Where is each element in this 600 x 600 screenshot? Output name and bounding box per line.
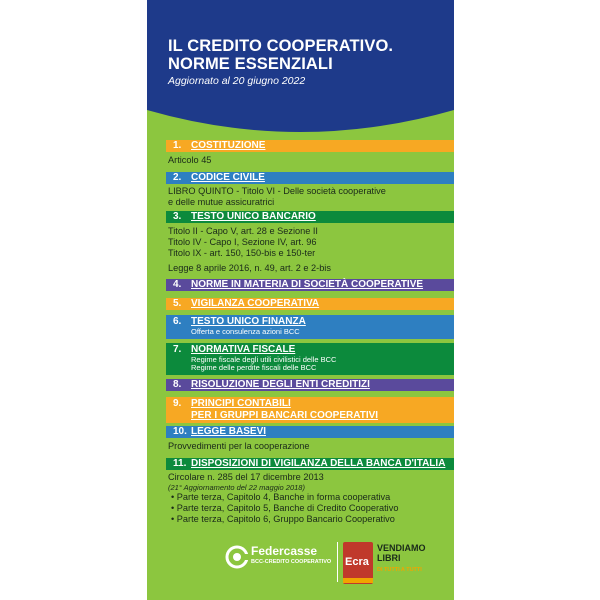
section-subtext: Regime delle perdite fiscali delle BCC [191, 363, 317, 372]
section-subtext: Regime fiscale degli utili civilistici delle BCC [191, 355, 337, 364]
ecra-claim-line-1: VENDIAMO [377, 543, 426, 553]
section-text: LIBRO QUINTO - Titolo VI - Delle società cooperative [168, 186, 386, 196]
section-number: 11. [173, 458, 187, 469]
section-number: 2. [173, 172, 182, 183]
section-number: 7. [173, 344, 182, 355]
section-number: 1. [173, 140, 182, 151]
section-bar-3 [166, 211, 454, 223]
section-text: Provvedimenti per la cooperazione [168, 441, 310, 451]
section-text: Titolo IX - art. 150, 150-bis e 150-ter [168, 248, 316, 258]
section-label: COSTITUZIONE [191, 140, 266, 151]
federcasse-name: Federcasse [251, 544, 318, 558]
section-bar-9 [166, 397, 454, 423]
section-label: TESTO UNICO BANCARIO [191, 211, 316, 222]
section-text: Circolare n. 285 del 17 dicembre 2013 [168, 472, 324, 482]
section-label: RISOLUZIONE DEGLI ENTI CREDITIZI [191, 379, 370, 390]
section-number: 10. [173, 426, 187, 437]
section-text: Legge 8 aprile 2016, n. 49, art. 2 e 2-bis [168, 263, 331, 273]
section-text: Titolo II - Capo V, art. 28 e Sezione II [168, 226, 318, 236]
section-label: PRINCIPI CONTABILI [191, 398, 291, 409]
section-text: Titolo IV - Capo I, Sezione IV, art. 96 [168, 237, 317, 247]
section-bar-5 [166, 298, 454, 310]
section-label: DISPOSIZIONI DI VIGILANZA DELLA BANCA D'ITALIA [191, 458, 446, 469]
ecra-logo [343, 539, 443, 587]
ecra-claim-line-3: DI TUTTI A TUTTI [377, 567, 422, 573]
section-text: e delle mutue assicuratrici [168, 197, 275, 207]
section-label: NORMATIVA FISCALE [191, 344, 296, 355]
bullet-item: • Parte terza, Capitolo 6, Gruppo Bancario Cooperativo [171, 514, 395, 524]
title-line-1: IL CREDITO COOPERATIVO. [168, 37, 394, 55]
section-number: 5. [173, 298, 182, 309]
section-bar-6 [166, 315, 454, 339]
section-label-2: PER I GRUPPI BANCARI COOPERATIVI [191, 410, 379, 421]
logo-divider [337, 542, 338, 582]
ecra-claim-line-2: LIBRI [377, 553, 401, 563]
section-number: 4. [173, 279, 182, 290]
section-number: 9. [173, 398, 182, 409]
section-label: VIGILANZA COOPERATIVA [191, 298, 320, 309]
section-number: 6. [173, 316, 182, 327]
section-bar-2 [166, 172, 454, 184]
section-note: (21° Aggiornamento del 22 maggio 2018) [168, 483, 305, 492]
section-label: NORME IN MATERIA DI SOCIETÀ COOPERATIVE [191, 279, 424, 290]
bullet-list [171, 492, 398, 525]
ecra-logo-text: Ecra [345, 556, 369, 568]
federcasse-logo-icon [225, 545, 249, 569]
federcasse-logo [225, 543, 331, 575]
section-label: TESTO UNICO FINANZA [191, 316, 306, 327]
section-number: 3. [173, 211, 182, 222]
section-bar-10 [166, 426, 454, 438]
bullet-item: • Parte terza, Capitolo 5, Banche di Credito Cooperativo [171, 503, 399, 513]
section-label: LEGGE BASEVI [191, 426, 267, 437]
section-bar-1 [166, 140, 454, 152]
bullet-item: • Parte terza, Capitolo 4, Banche in forma cooperativa [171, 492, 391, 502]
section-bar-7 [166, 343, 454, 375]
section-bar-11 [166, 458, 454, 470]
section-bar-4 [166, 279, 454, 291]
cover-subtitle: Aggiornato al 20 giugno 2022 [168, 75, 306, 87]
section-number: 8. [173, 379, 182, 390]
ecra-logo-icon [343, 542, 373, 584]
section-label: CODICE CIVILE [191, 172, 265, 183]
section-text: Articolo 45 [168, 155, 212, 165]
book-cover [147, 0, 454, 600]
federcasse-tagline: BCC-CREDITO COOPERATIVO [251, 559, 332, 565]
title-line-2: NORME ESSENZIALI [168, 55, 333, 73]
header-curve [147, 96, 454, 136]
logo-area [147, 537, 454, 592]
section-bar-8 [166, 379, 454, 391]
section-subtext: Offerta e consulenza azioni BCC [191, 327, 300, 336]
ecra-stripe [343, 578, 373, 583]
